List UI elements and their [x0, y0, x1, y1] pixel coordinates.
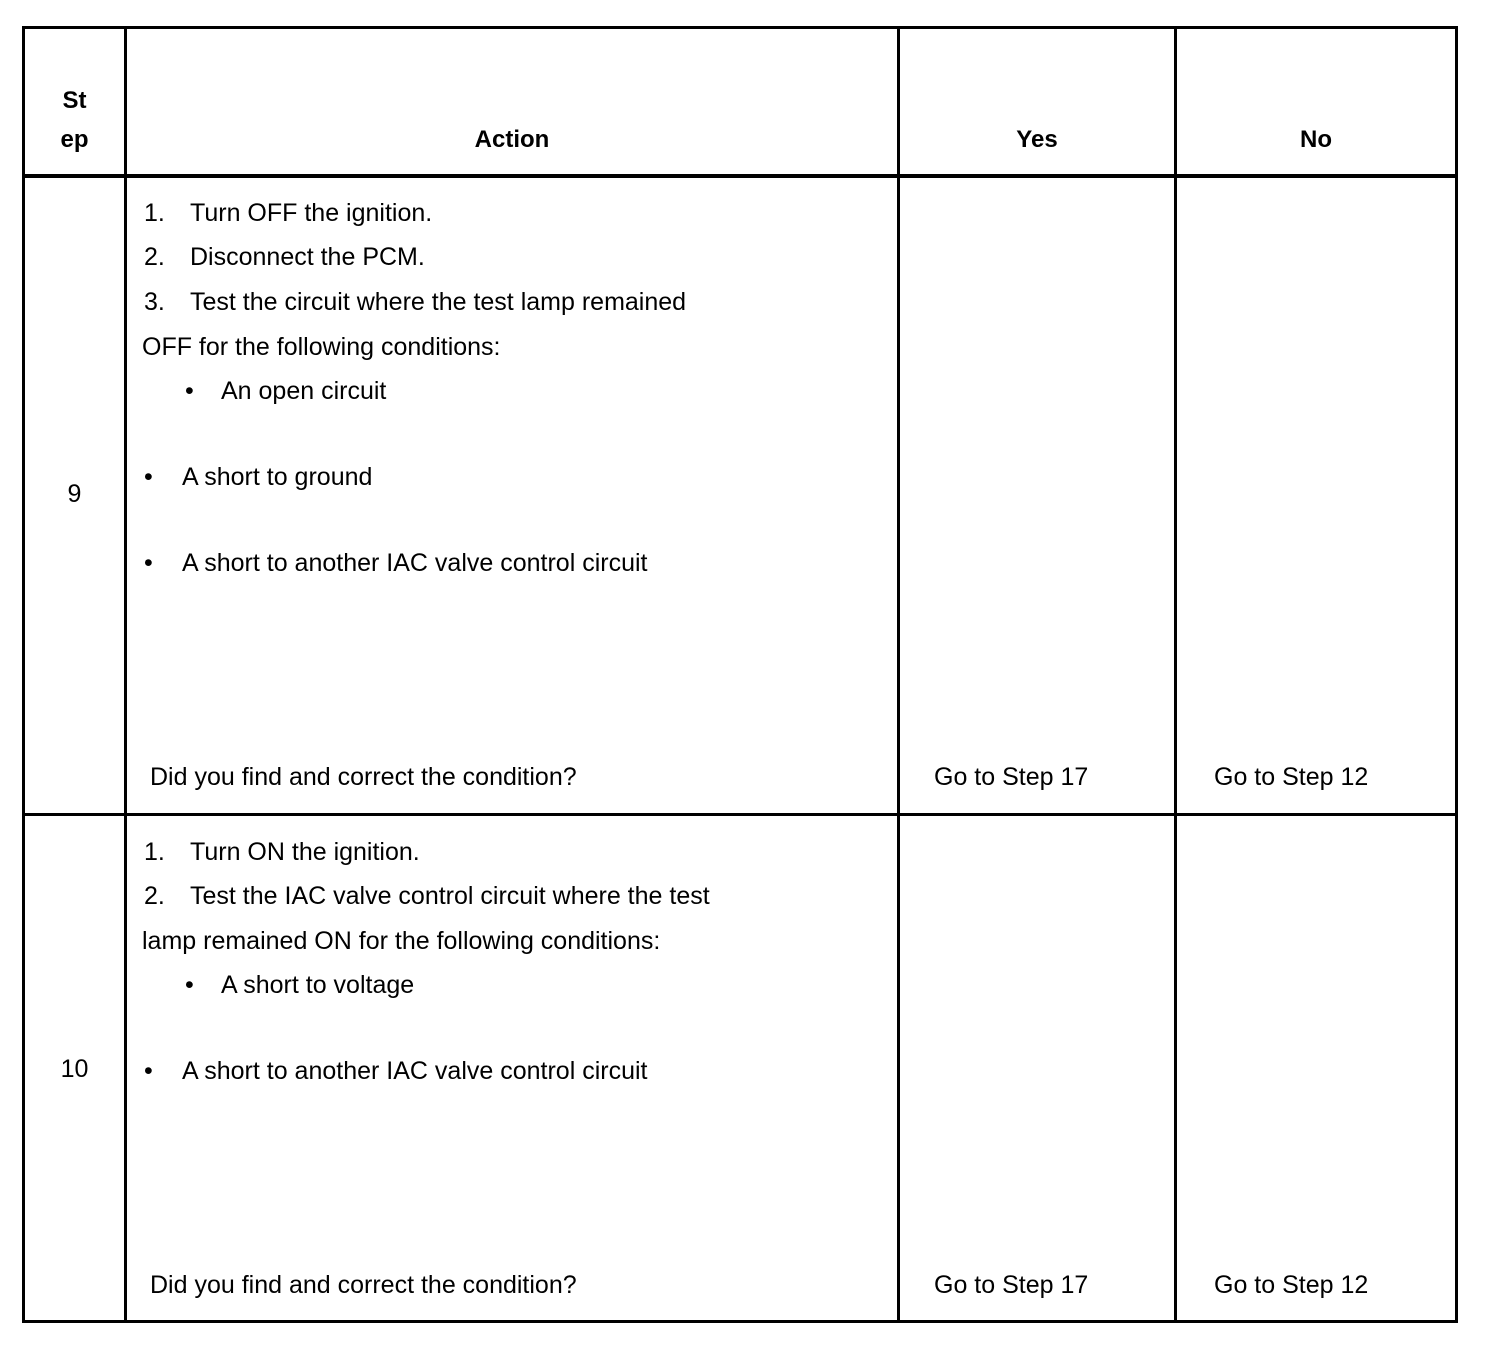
header-no: No [1300, 126, 1332, 153]
table-top-border [22, 26, 1458, 29]
step-number: 9 [67, 480, 82, 508]
bullet-icon: • [185, 377, 194, 405]
bullet-icon: • [144, 1057, 153, 1085]
table-left-border [22, 26, 25, 1323]
numbered-item-text: Disconnect the PCM. [190, 243, 425, 271]
step-column-border [124, 26, 127, 1323]
bullet-icon: • [185, 971, 194, 999]
bullet-icon: • [144, 463, 153, 491]
bullet-text: A short to another IAC valve control circuit [182, 549, 648, 577]
table-bottom-border [22, 1320, 1458, 1323]
header-step-line1: St [62, 87, 87, 114]
action-column-border [897, 26, 900, 1323]
numbered-item-text: Turn OFF the ignition. [190, 199, 433, 227]
question-text: Did you find and correct the condition? [150, 763, 577, 791]
step-number: 10 [60, 1055, 89, 1083]
numbered-item-text: Turn ON the ignition. [190, 838, 420, 866]
yes-result: Go to Step 17 [934, 763, 1089, 791]
bullet-icon: • [144, 549, 153, 577]
continuation-text: lamp remained ON for the following conditions: [142, 927, 661, 955]
no-result: Go to Step 12 [1214, 1271, 1369, 1299]
numbered-item-num: 1. [144, 199, 165, 227]
numbered-item-num: 2. [144, 243, 165, 271]
bullet-text: A short to voltage [221, 971, 415, 999]
bullet-text: A short to ground [182, 463, 373, 491]
yes-column-border [1174, 26, 1177, 1323]
header-step-line2: ep [60, 126, 89, 153]
numbered-item-num: 1. [144, 838, 165, 866]
row-divider [22, 813, 1458, 816]
no-result: Go to Step 12 [1214, 763, 1369, 791]
diagnostic-table [22, 26, 1458, 1323]
continuation-text: OFF for the following conditions: [142, 333, 501, 361]
header-bottom-border [22, 174, 1458, 178]
bullet-text: An open circuit [221, 377, 387, 405]
numbered-item-num: 3. [144, 288, 165, 316]
question-text: Did you find and correct the condition? [150, 1271, 577, 1299]
yes-result: Go to Step 17 [934, 1271, 1089, 1299]
bullet-text: A short to another IAC valve control circuit [182, 1057, 648, 1085]
numbered-item-text: Test the IAC valve control circuit where the test [190, 882, 710, 910]
numbered-item-num: 2. [144, 882, 165, 910]
header-yes: Yes [1016, 126, 1058, 153]
numbered-item-text: Test the circuit where the test lamp remained [190, 288, 687, 316]
table-right-border [1455, 26, 1458, 1323]
header-action: Action [474, 126, 550, 153]
